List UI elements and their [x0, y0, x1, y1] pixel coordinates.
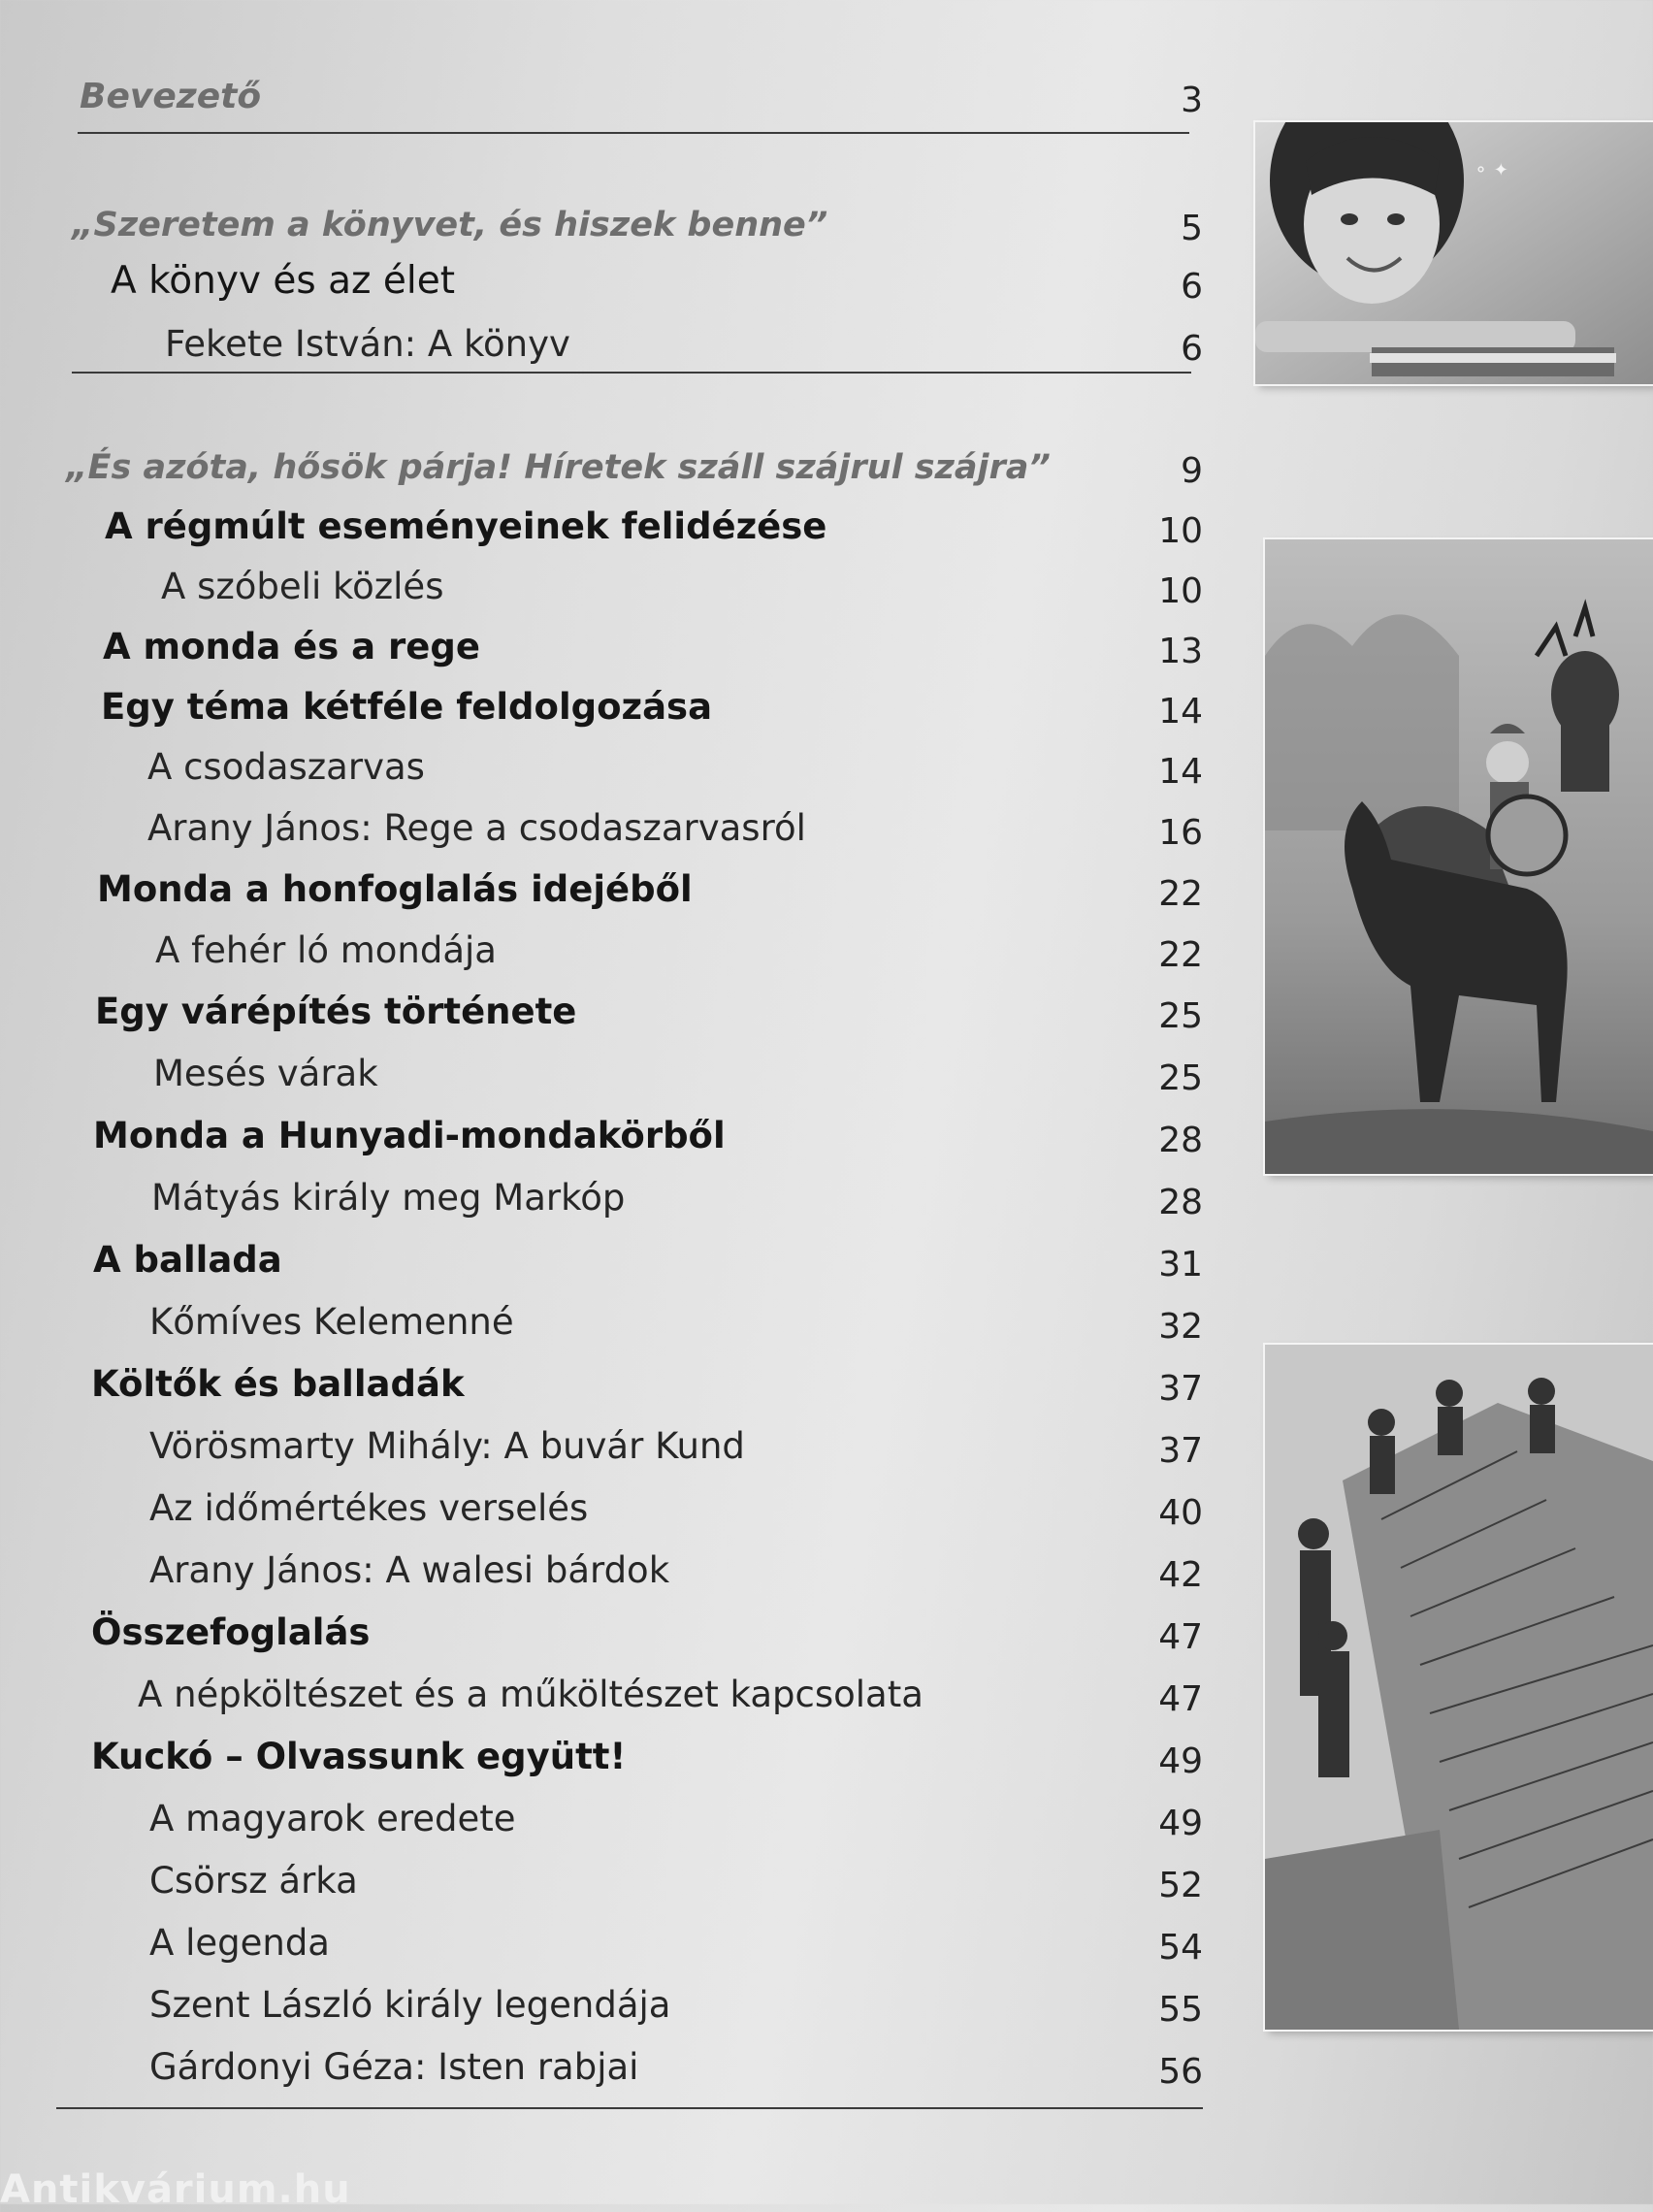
toc-entry	[0, 921, 1203, 975]
toc-entry-page: 47	[1158, 1617, 1203, 1657]
girl-with-book-illustration	[1255, 122, 1653, 384]
toc-entry-page: 55	[1158, 1990, 1203, 2030]
toc-entry	[0, 1851, 1203, 1905]
toc-section-title	[0, 194, 1203, 248]
toc-entry-title: Vörösmarty Mihály: A buvár Kund	[149, 1425, 745, 1467]
toc-entry-title: Monda a Hunyadi-mondakörből	[93, 1115, 726, 1156]
toc-entry	[0, 1789, 1203, 1843]
toc-entry	[0, 252, 1203, 307]
wall-builders-illustration	[1265, 1345, 1653, 2030]
toc-entry	[0, 1541, 1203, 1595]
footer-watermark: Antikvárium.hu	[0, 2167, 351, 2212]
toc-entry-title: A fehér ló mondája	[155, 929, 497, 971]
toc-entry-page: 22	[1158, 874, 1203, 914]
toc-entry-title: „És azóta, hősök párja! Híretek száll szájrul szájra”	[66, 448, 1051, 487]
toc-entry-page: 40	[1158, 1493, 1203, 1533]
toc-entry	[0, 1913, 1203, 1968]
toc-entry-title: Arany János: Rege a csodaszarvasról	[147, 807, 806, 849]
toc-entry-title: Arany János: A walesi bárdok	[149, 1549, 670, 1591]
toc-entry-page: 14	[1158, 692, 1203, 732]
toc-entry-title: Mátyás király meg Markóp	[151, 1177, 626, 1219]
toc-entry-title: A könyv és az élet	[111, 259, 455, 303]
toc-entry	[0, 557, 1203, 611]
toc-entry	[0, 737, 1203, 792]
divider	[78, 132, 1189, 134]
toc-section-title	[0, 437, 1203, 491]
toc-entry-page: 25	[1158, 996, 1203, 1036]
toc-entry-page: 6	[1181, 267, 1203, 307]
toc-entry-page: 47	[1158, 1679, 1203, 1719]
toc-entry-title: A ballada	[93, 1239, 282, 1281]
toc-entry-page: 25	[1158, 1058, 1203, 1098]
toc-entry	[0, 1106, 1203, 1160]
toc-entry	[0, 617, 1203, 671]
toc-entry-page: 28	[1158, 1183, 1203, 1222]
toc-entry-title: A legenda	[149, 1922, 330, 1964]
toc-entry-title: „Szeretem a könyvet, és hiszek benne”	[72, 206, 828, 244]
divider	[56, 2107, 1203, 2109]
toc-entry-page: 49	[1158, 1804, 1203, 1843]
toc-entry-title: Gárdonyi Géza: Isten rabjai	[149, 2046, 639, 2088]
rider-and-deer-illustration	[1265, 539, 1653, 1174]
toc-entry-title: Kuckó – Olvassunk együtt!	[91, 1736, 627, 1777]
toc-entry-title: A monda és a rege	[103, 626, 480, 667]
toc-entry	[0, 1416, 1203, 1471]
toc-entry-page: 16	[1158, 813, 1203, 853]
toc-entry	[0, 677, 1203, 732]
toc-entry	[0, 1044, 1203, 1098]
toc-entry-title: Bevezető	[80, 77, 262, 116]
divider	[72, 372, 1191, 374]
toc-entry-page: 5	[1181, 209, 1203, 248]
toc-entry	[0, 1479, 1203, 1533]
toc-entry	[0, 1168, 1203, 1222]
toc-entry-title: Fekete István: A könyv	[165, 323, 570, 365]
toc-entry-page: 28	[1158, 1121, 1203, 1160]
toc-entry-title: Kőmíves Kelemenné	[149, 1301, 514, 1343]
toc-entry-page: 10	[1158, 571, 1203, 611]
toc-entry	[0, 314, 1203, 369]
toc-entry-title: Mesés várak	[153, 1053, 378, 1094]
toc-entry	[0, 1603, 1203, 1657]
toc-entry-page: 49	[1158, 1741, 1203, 1781]
toc-entry-page: 3	[1181, 81, 1203, 120]
toc-entry-title: Monda a honfoglalás idejéből	[97, 868, 693, 910]
toc-entry-page: 22	[1158, 935, 1203, 975]
toc-entry-title: Az időmértékes verselés	[149, 1487, 589, 1529]
toc-entry-title: A csodaszarvas	[147, 746, 425, 788]
toc-entry-page: 14	[1158, 752, 1203, 792]
toc-entry-intro	[0, 66, 1203, 120]
toc-entry-title: Szent László király legendája	[149, 1984, 671, 2026]
toc-entry-title: A magyarok eredete	[149, 1798, 516, 1839]
toc-entry-page: 13	[1158, 632, 1203, 671]
toc-entry-page: 37	[1158, 1369, 1203, 1409]
toc-entry-title: A népköltészet és a műköltészet kapcsolata	[138, 1674, 924, 1715]
photo-rider-and-deer	[1265, 539, 1653, 1174]
toc-entry-title: Egy téma kétféle feldolgozása	[101, 686, 713, 728]
toc-entry	[0, 1665, 1203, 1719]
toc-entry-title: Egy várépítés története	[95, 991, 577, 1032]
toc-entry	[0, 982, 1203, 1036]
toc-entry-page: 10	[1158, 511, 1203, 551]
photo-wall-builders	[1265, 1345, 1653, 2030]
toc-entry	[0, 1230, 1203, 1285]
toc-entry-title: Összefoglalás	[91, 1611, 371, 1653]
toc-entry-page: 56	[1158, 2052, 1203, 2092]
toc-entry-page: 9	[1181, 451, 1203, 491]
svg-text:⚬ ✦: ⚬ ✦	[1474, 160, 1508, 180]
toc-entry-page: 52	[1158, 1866, 1203, 1905]
toc-entry	[0, 860, 1203, 914]
toc-entry-title: A régmúlt eseményeinek felidézése	[105, 505, 827, 547]
toc-entry-title: A szóbeli közlés	[161, 566, 444, 607]
toc-entry-page: 42	[1158, 1555, 1203, 1595]
toc-entry	[0, 1292, 1203, 1347]
toc-entry-page: 31	[1158, 1245, 1203, 1285]
toc-entry	[0, 497, 1203, 551]
toc-entry	[0, 1975, 1203, 2030]
toc-entry	[0, 798, 1203, 853]
toc-entry-page: 37	[1158, 1431, 1203, 1471]
toc-entry-page: 54	[1158, 1928, 1203, 1968]
toc-entry-page: 6	[1181, 329, 1203, 369]
toc-entry	[0, 2037, 1203, 2092]
toc-entry-page: 32	[1158, 1307, 1203, 1347]
photo-girl-with-book	[1255, 122, 1653, 384]
toc-entry	[0, 1727, 1203, 1781]
toc-entry-title: Költők és balladák	[91, 1363, 465, 1405]
toc-entry-title: Csörsz árka	[149, 1860, 358, 1902]
toc-entry	[0, 1354, 1203, 1409]
